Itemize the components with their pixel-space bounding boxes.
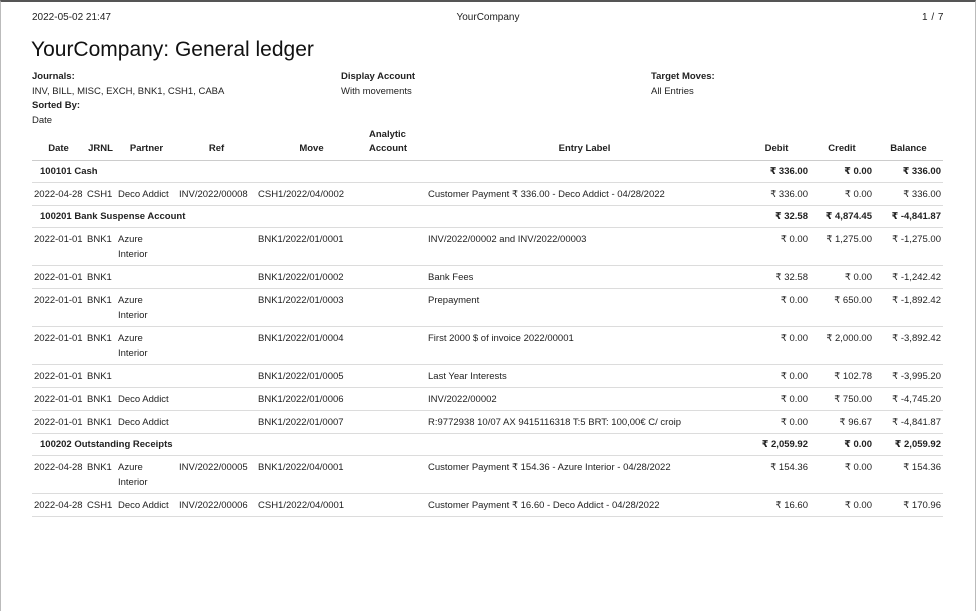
cell-debit: ₹ 32.58 (743, 266, 810, 289)
cell-jrnl: CSH1 (85, 494, 116, 517)
cell-debit: ₹ 0.00 (743, 365, 810, 388)
cell-analytic (367, 388, 426, 411)
header-company: YourCompany (456, 12, 520, 23)
cell-date: 2022-01-01 (32, 411, 85, 434)
cell-credit: ₹ 1,275.00 (810, 228, 874, 266)
cell-ref: INV/2022/00005 (177, 456, 256, 494)
cell-balance: ₹ -3,995.20 (874, 365, 943, 388)
cell-label: INV/2022/00002 and INV/2022/00003 (426, 228, 743, 266)
cell-debit: ₹ 16.60 (743, 494, 810, 517)
cell-debit: ₹ 0.00 (743, 327, 810, 365)
cell-partner: Deco Addict (116, 494, 177, 517)
cell-date: 2022-01-01 (32, 228, 85, 266)
sorted-by-label: Sorted By: (32, 100, 81, 111)
account-credit: ₹ 0.00 (810, 161, 874, 183)
cell-balance: ₹ -3,892.42 (874, 327, 943, 365)
col-jrnl: JRNL (85, 128, 116, 161)
journals-value: INV, BILL, MISC, EXCH, BNK1, CSH1, CABA (32, 85, 225, 97)
sorted-by-value: Date (32, 114, 53, 126)
table-row (32, 494, 943, 517)
cell-label: Last Year Interests (426, 365, 743, 388)
table-row (32, 228, 943, 266)
cell-credit: ₹ 750.00 (810, 388, 874, 411)
cell-label: Customer Payment ₹ 336.00 - Deco Addict - 04/28/2022 (426, 183, 743, 206)
cell-analytic (367, 327, 426, 365)
cell-ref (177, 327, 256, 365)
cell-label: Bank Fees (426, 266, 743, 289)
cell-credit: ₹ 0.00 (810, 494, 874, 517)
col-entry-label: Entry Label (426, 128, 743, 161)
page-indicator: 1 / 7 (922, 12, 944, 23)
cell-jrnl: BNK1 (85, 228, 116, 266)
cell-label: Prepayment (426, 289, 743, 327)
col-balance: Balance (874, 128, 943, 161)
cell-jrnl: BNK1 (85, 327, 116, 365)
cell-analytic (367, 365, 426, 388)
account-row (32, 161, 943, 183)
cell-jrnl: CSH1 (85, 183, 116, 206)
cell-jrnl: BNK1 (85, 289, 116, 327)
cell-balance: ₹ -1,275.00 (874, 228, 943, 266)
account-row (32, 434, 943, 456)
cell-ref (177, 388, 256, 411)
account-row (32, 206, 943, 228)
cell-partner: Azure Interior (116, 327, 177, 365)
cell-analytic (367, 456, 426, 494)
col-debit: Debit (743, 128, 810, 161)
cell-move: BNK1/2022/01/0003 (256, 289, 367, 327)
col-analytic-account: Analytic Account (367, 128, 426, 161)
cell-label: R:9772938 10/07 AX 9415116318 T:5 BRT: 100,00€ C/ croip (426, 411, 743, 434)
general-ledger-table (32, 128, 943, 517)
cell-move: BNK1/2022/01/0007 (256, 411, 367, 434)
cell-balance: ₹ -1,892.42 (874, 289, 943, 327)
cell-analytic (367, 494, 426, 517)
cell-debit: ₹ 0.00 (743, 228, 810, 266)
cell-jrnl: BNK1 (85, 456, 116, 494)
cell-credit: ₹ 102.78 (810, 365, 874, 388)
journals-info (32, 70, 224, 128)
cell-credit: ₹ 0.00 (810, 266, 874, 289)
target-moves-info (651, 70, 715, 99)
cell-label: INV/2022/00002 (426, 388, 743, 411)
cell-label: Customer Payment ₹ 16.60 - Deco Addict - 04/28/2022 (426, 494, 743, 517)
cell-move: BNK1/2022/04/0001 (256, 456, 367, 494)
cell-debit: ₹ 0.00 (743, 411, 810, 434)
cell-date: 2022-01-01 (32, 266, 85, 289)
table-row (32, 365, 943, 388)
account-debit: ₹ 32.58 (743, 206, 810, 228)
cell-date: 2022-01-01 (32, 289, 85, 327)
cell-date: 2022-01-01 (32, 365, 85, 388)
account-credit: ₹ 0.00 (810, 434, 874, 456)
cell-debit: ₹ 0.00 (743, 388, 810, 411)
cell-label: Customer Payment ₹ 154.36 - Azure Interior - 04/28/2022 (426, 456, 743, 494)
cell-move: BNK1/2022/01/0001 (256, 228, 367, 266)
cell-analytic (367, 289, 426, 327)
account-name: 100201 Bank Suspense Account (32, 206, 743, 228)
cell-date: 2022-01-01 (32, 327, 85, 365)
cell-analytic (367, 228, 426, 266)
account-balance: ₹ 336.00 (874, 161, 943, 183)
cell-analytic (367, 183, 426, 206)
cell-debit: ₹ 336.00 (743, 183, 810, 206)
col-move: Move (256, 128, 367, 161)
cell-partner (116, 266, 177, 289)
cell-date: 2022-01-01 (32, 388, 85, 411)
account-name: 100101 Cash (32, 161, 743, 183)
cell-move: CSH1/2022/04/0001 (256, 494, 367, 517)
cell-credit: ₹ 0.00 (810, 456, 874, 494)
cell-partner: Azure Interior (116, 228, 177, 266)
journals-label: Journals: (32, 71, 75, 82)
display-account-label: Display Account (341, 71, 416, 82)
account-credit: ₹ 4,874.45 (810, 206, 874, 228)
account-name: 100202 Outstanding Receipts (32, 434, 743, 456)
cell-ref (177, 411, 256, 434)
table-row (32, 388, 943, 411)
table-row (32, 266, 943, 289)
cell-partner: Deco Addict (116, 183, 177, 206)
cell-move: BNK1/2022/01/0005 (256, 365, 367, 388)
cell-balance: ₹ -1,242.42 (874, 266, 943, 289)
table-header-row (32, 128, 943, 161)
col-date: Date (32, 128, 85, 161)
cell-ref (177, 228, 256, 266)
cell-move: CSH1/2022/04/0002 (256, 183, 367, 206)
cell-credit: ₹ 96.67 (810, 411, 874, 434)
table-row (32, 183, 943, 206)
col-ref: Ref (177, 128, 256, 161)
cell-debit: ₹ 0.00 (743, 289, 810, 327)
cell-ref: INV/2022/00006 (177, 494, 256, 517)
cell-balance: ₹ 336.00 (874, 183, 943, 206)
cell-date: 2022-04-28 (32, 456, 85, 494)
cell-partner: Azure Interior (116, 456, 177, 494)
cell-analytic (367, 266, 426, 289)
cell-balance: ₹ -4,841.87 (874, 411, 943, 434)
cell-partner: Azure Interior (116, 289, 177, 327)
table-row (32, 327, 943, 365)
cell-label: First 2000 $ of invoice 2022/00001 (426, 327, 743, 365)
account-balance: ₹ -4,841.87 (874, 206, 943, 228)
cell-jrnl: BNK1 (85, 388, 116, 411)
cell-ref: INV/2022/00008 (177, 183, 256, 206)
cell-ref (177, 365, 256, 388)
cell-jrnl: BNK1 (85, 411, 116, 434)
display-account-value: With movements (341, 85, 412, 97)
table-row (32, 456, 943, 494)
cell-jrnl: BNK1 (85, 365, 116, 388)
account-debit: ₹ 336.00 (743, 161, 810, 183)
target-moves-value: All Entries (651, 85, 694, 97)
cell-partner: Deco Addict (116, 411, 177, 434)
cell-date: 2022-04-28 (32, 494, 85, 517)
cell-move: BNK1/2022/01/0004 (256, 327, 367, 365)
cell-ref (177, 289, 256, 327)
cell-ref (177, 266, 256, 289)
display-account-info (341, 70, 415, 99)
cell-jrnl: BNK1 (85, 266, 116, 289)
cell-credit: ₹ 650.00 (810, 289, 874, 327)
cell-move: BNK1/2022/01/0002 (256, 266, 367, 289)
col-partner: Partner (116, 128, 177, 161)
cell-analytic (367, 411, 426, 434)
cell-date: 2022-04-28 (32, 183, 85, 206)
report-title: YourCompany: General ledger (31, 38, 314, 61)
cell-balance: ₹ 170.96 (874, 494, 943, 517)
print-datetime: 2022-05-02 21:47 (32, 12, 111, 23)
account-balance: ₹ 2,059.92 (874, 434, 943, 456)
table-row (32, 289, 943, 327)
target-moves-label: Target Moves: (651, 71, 715, 82)
col-credit: Credit (810, 128, 874, 161)
account-debit: ₹ 2,059.92 (743, 434, 810, 456)
cell-balance: ₹ -4,745.20 (874, 388, 943, 411)
ledger-body (32, 161, 943, 517)
table-row (32, 411, 943, 434)
cell-partner: Deco Addict (116, 388, 177, 411)
cell-balance: ₹ 154.36 (874, 456, 943, 494)
cell-credit: ₹ 2,000.00 (810, 327, 874, 365)
cell-debit: ₹ 154.36 (743, 456, 810, 494)
cell-move: BNK1/2022/01/0006 (256, 388, 367, 411)
cell-credit: ₹ 0.00 (810, 183, 874, 206)
cell-partner (116, 365, 177, 388)
